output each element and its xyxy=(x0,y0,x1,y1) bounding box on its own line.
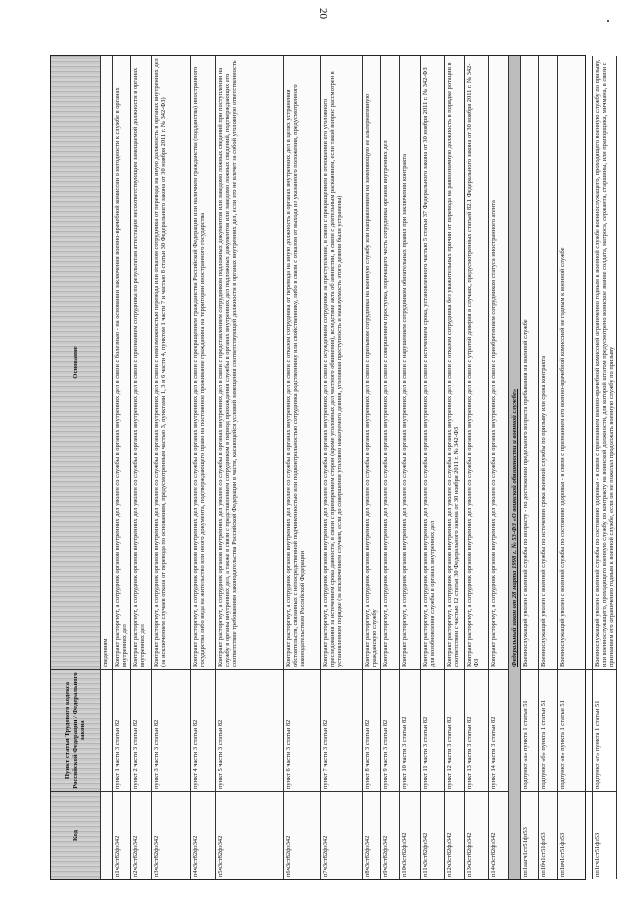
row-code: п11ч3ст82фз342 xyxy=(421,791,445,879)
row-code: п2ч3ст82фз342 xyxy=(131,791,152,879)
row-article: подпункт «а» пункта 1 статьи 51 xyxy=(521,669,539,791)
row-article: пункт 11 части 3 статьи 82 xyxy=(421,669,445,791)
row-basis: Контракт расторгнут, а сотрудник органов внутренних дел уволен со службы в органах внутренних дел в связи с совершением проступка, порочащего честь сотрудника органов внутренних дел xyxy=(381,56,400,669)
row-article: подпункт «в» пункта 1 статьи 51 xyxy=(558,669,593,791)
row-article: пункт 13 части 3 статьи 82 xyxy=(465,669,489,791)
header-article: Пункт статьи Трудового кодекса Российской Федерации / Федерального закона xyxy=(51,669,101,791)
row-code: пп1гч1ст51фз53 xyxy=(593,791,617,879)
row-code: пп1аагч1ст51фз53 xyxy=(521,791,539,879)
page-number: 20 xyxy=(317,7,329,19)
row-article: подпункт «б» пункта 1 статьи 51 xyxy=(539,669,558,791)
row-code: п5ч3ст82фз342 xyxy=(216,791,284,879)
document-table xyxy=(50,55,616,880)
row-article: пункт 4 части 3 статьи 82 xyxy=(191,669,216,791)
row-basis: Контракт расторгнут, а сотрудник органов внутренних дел уволен со службы в органах внутренних дел в связи с отказом сотрудника от перевода на иную должность в органах внутренних дел в целях устранения обстоятельств, связанных с непосредственной подчиненностью или подконтрольностью сотрудника родственнику или свойственнику, либо в связи с отказом от выхода из указанного положения, предусмотренного законодательством Российской Федерации xyxy=(284,56,321,669)
row-article: пункт 1 части 3 статьи 82 xyxy=(113,669,131,791)
row-basis: Контракт расторгнут, а сотрудник органов внутренних дел уволен со службы в органах внутренних дел в связи с утратой доверия в случаях, предусмотренных статьей 82.1 Федерального закона от 30 ноября 2011 г. № 342-ФЗ xyxy=(465,56,489,669)
row-article: подпункт «г» пункта 1 статьи 51 xyxy=(593,669,617,791)
row-code: п8ч3ст82фз342 xyxy=(363,791,381,879)
header-basis: Основание xyxy=(51,56,101,669)
row-basis: Контракт расторгнут, а сотрудник органов внутренних дел уволен со службы в органах внутренних дел в связи с приобретением сотрудником статуса иностранного агента xyxy=(489,56,509,669)
row-basis: Контракт расторгнут, а сотрудник органов внутренних дел уволен со службы в органах внутренних дел в связи с истечением срока, установленного частью 5 статьи 37 Федерального закона от 30 ноября 2011 г. № 342-ФЗ для возобновления службы в органах внутренних дел xyxy=(421,56,445,669)
row-basis: Контракт расторгнут, а сотрудник органов внутренних дел уволен со службы в органах внутренних дел в связи с нарушением сотрудником обязательных правил при заключении контракта xyxy=(400,56,421,669)
row-code: п13ч3ст82фз342 xyxy=(465,791,489,879)
row-basis: Контракт расторгнут, а сотрудник органов внутренних дел уволен со службы в органах внутренних дел в связи с призывом сотрудника на военную службу или направлением на заменяющую ее альтернативную гражданскую службу xyxy=(363,56,381,669)
row-basis: Контракт расторгнут, а сотрудник органов внутренних дел уволен со службы в органах внутренних дел в связи с прекращением гражданства Российской Федерации или наличием гражданства (подданства) иностранного государства либо вида на жительство или иного документа, подтверждающего право на постоянное проживание гражданина на территории иностранного государства xyxy=(191,56,216,669)
row-article: пункт 9 части 3 статьи 82 xyxy=(381,669,400,791)
row-code: п12ч3ст82фз342 xyxy=(445,791,465,879)
row-article: пункт 5 части 3 статьи 82 xyxy=(216,669,284,791)
row-article: пункт 7 части 3 статьи 82 xyxy=(321,669,363,791)
row-article: пункт 3 части 3 статьи 82 xyxy=(152,669,191,791)
row-article xyxy=(101,669,113,791)
row-article: пункт 2 части 3 статьи 82 xyxy=(131,669,152,791)
row-article: пункт 6 части 3 статьи 82 xyxy=(284,669,321,791)
row-basis: Военнослужащий уволен с военной службы по истечении срока военной службы по призыву или срока контракта xyxy=(539,56,558,669)
row-basis: Контракт расторгнут, а сотрудник органов внутренних дел уволен со службы в органах внутренних дел в связи с признанием сотрудника по результатам аттестации несоответствующим замещаемой должности в органах внутренних дел xyxy=(131,56,152,669)
row-article: пункт 12 части 3 статьи 82 xyxy=(445,669,465,791)
scan-speck xyxy=(607,20,609,22)
row-code: п4ч3ст82фз342 xyxy=(191,791,216,879)
row-basis: Контракт расторгнут, а сотрудник органов внутренних дел уволен со службы в органах внутренних дел в связи с осуждением сотрудника за преступление, в связи с прекращением в отношении его уголовного преследования за истечением срока давности, в связи с примирением сторон (кроме уголовных дел частного обвинения), вследствие акта об амнистии, в связи с деятельным раскаянием, если такой вопрос рассмотрен в установленном порядке (за исключением случаев, если до совершения уголовно наказуемого деяния, уголовная преступность и наказуемость этого деяния были устранены) xyxy=(321,56,363,669)
row-basis: сведениям xyxy=(101,56,113,669)
row-basis: Военнослужащий уволен с военной службы по возрасту - по достижении предельного возраста пребывания на военной службе xyxy=(521,56,539,669)
row-basis: Контракт расторгнут, а сотрудник органов внутренних дел уволен со службы в органах внутренних дел в связи с отказом сотрудника без уважительных причин от перевода на равнозначную должность в порядке ротации в соответствии с частью 12 статьи 30 Федерального закона от 30 ноября 2011 г. № 342-ФЗ xyxy=(445,56,465,669)
row-article: пункт 14 части 3 статьи 82 xyxy=(489,669,509,791)
row-code: п1ч3ст82фз342 xyxy=(113,791,131,879)
row-basis: Контракт расторгнут, а сотрудник органов внутренних дел уволен со службы в органах внутренних дел в связи с представлением сотрудником подложных документов или заведомо ложных сведений при поступлении на службу в органы внутренних дел, а также в связи с представлением сотрудником в период прохождения службы в органах внутренних дел подложных документов или заведомо ложных сведений, подтверждающих его соответствие требованиям законодательства Российской Федерации в части, касающейся условий замещения соответствующей должности в органах внутренних дел, если это не влечет за собой уголовную ответственность xyxy=(216,56,284,669)
row-article: пункт 8 части 3 статьи 82 xyxy=(363,669,381,791)
row-article: пункт 10 части 3 статьи 82 xyxy=(400,669,421,791)
row-code: п7ч3ст82фз342 xyxy=(321,791,363,879)
row-code: п10ч3ст82фз342 xyxy=(400,791,421,879)
header-code: Код xyxy=(51,791,101,879)
row-code: п3ч3ст82фз342 xyxy=(152,791,191,879)
section-heading: Федеральный закон от 28 марта 1998 г. № 53-ФЗ «О воинской обязанности и военной службе» xyxy=(509,56,521,879)
row-code: пп1бч1ст51фз53 xyxy=(539,791,558,879)
row-code: п6ч3ст82фз342 xyxy=(284,791,321,879)
row-code: п9ч3ст82фз342 xyxy=(381,791,400,879)
row-code: п14ч3ст82фз342 xyxy=(489,791,509,879)
row-basis: Контракт расторгнут, а сотрудник органов внутренних дел уволен со службы в органах внутренних дел в связи с невозможностью перевода или отказом сотрудника от перевода на иную должность в органах внутренних дел (за исключением случаев отказа от перевода по основаниям, предусмотренным частью 3, пунктами 1, 3 и 6 части 4, пунктом 1 части 7 и частью 8 статьи 30 Федерального закона от 30 ноября 2011 г. № 342-ФЗ) xyxy=(152,56,191,669)
row-basis: Военнослужащий уволен с военной службы по состоянию здоровья - в связи с признанием военно-врачебной комиссией ограниченно годным к военной службе военнослужащего, проходящего военную службу по призыву, или военнослужащего, проходящего военную службу по контракту на воинской должности, для которой штатом предусмотрено воинское звание солдата, матроса, сержанта, старшины, или прапорщика, мичмана, в связи с признанием его ограниченно годным к военной службе, если он не пожелал продолжать военную службу по призыву xyxy=(593,56,617,669)
row-basis: Военнослужащий уволен с военной службы по состоянию здоровья - в связи с признанием его военно-врачебной комиссией не годным к военной службе xyxy=(558,56,593,669)
row-basis: Контракт расторгнут, а сотрудник органов внутренних дел уволен со службы в органах внутренних дел в связи с болезнью - на основании заключения военно-врачебной комиссии о негодности к службе в органах внутренних дел xyxy=(113,56,131,669)
row-code xyxy=(101,791,113,879)
row-code: пп1вч1ст51фз53 xyxy=(558,791,593,879)
